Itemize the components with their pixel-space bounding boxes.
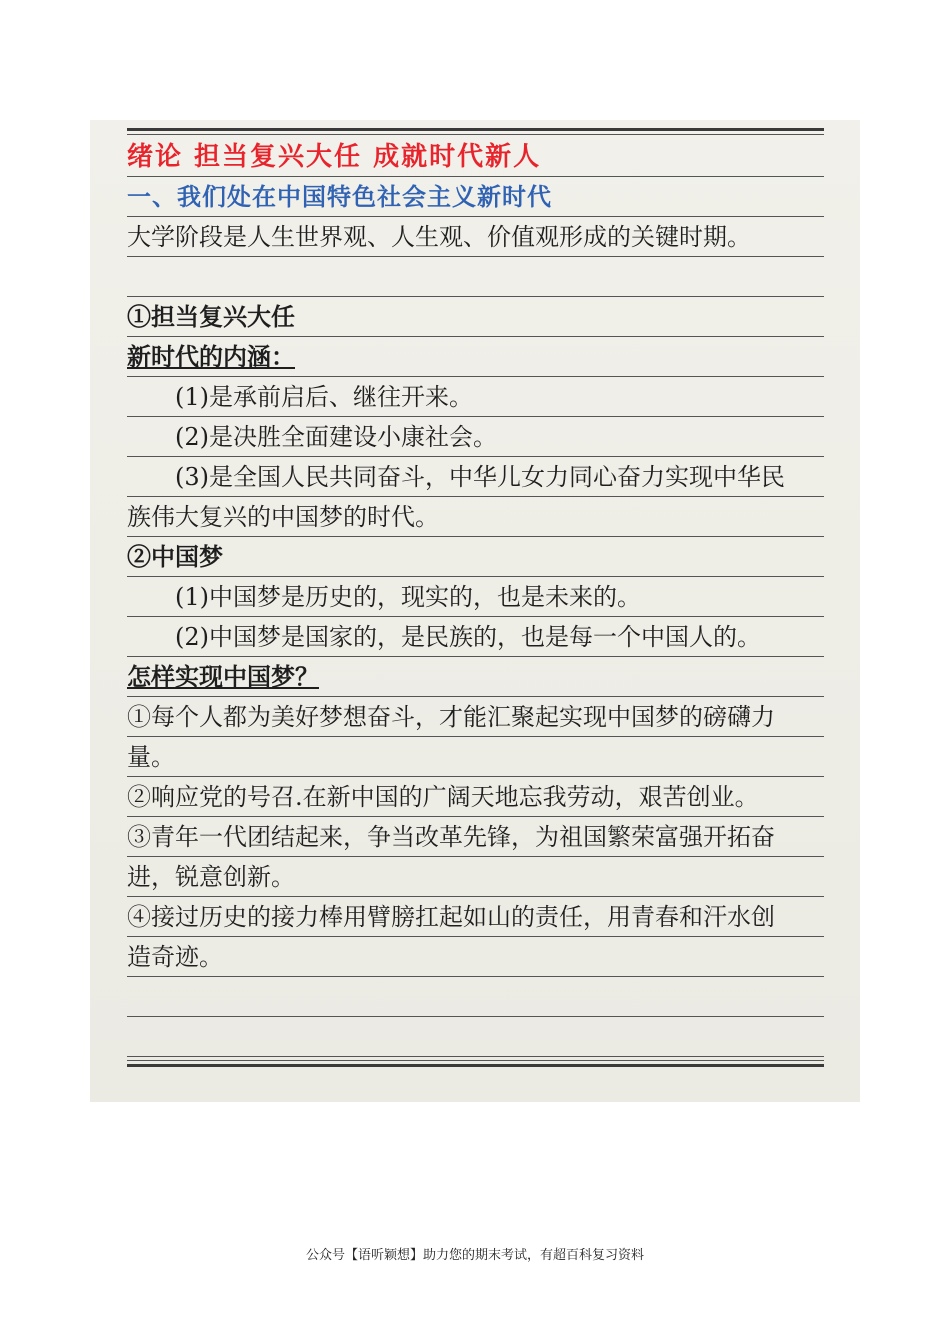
section-heading: 一、我们处在中国特色社会主义新时代	[127, 177, 824, 217]
bottom-rule-thin	[127, 1060, 824, 1061]
list-item-continued: 族伟大复兴的中国梦的时代。	[127, 497, 824, 537]
answer-item: 进，锐意创新。	[127, 857, 824, 897]
answer-item: ②响应党的号召.在新中国的广阔天地忘我劳动，艰苦创业。	[127, 777, 824, 817]
page-title: 绪论 担当复兴大任 成就时代新人	[127, 137, 824, 177]
answer-item: ①每个人都为美好梦想奋斗，才能汇聚起实现中国梦的磅礴力	[127, 697, 824, 737]
list-item: (3)是全国人民共同奋斗，中华儿女力同心奋力实现中华民	[127, 457, 824, 497]
list-item: (2)是决胜全面建设小康社会。	[127, 417, 824, 457]
top-rule-thin	[127, 134, 824, 135]
list-item: (2)中国梦是国家的，是民族的，也是每一个中国人的。	[127, 617, 824, 657]
footer-note: 公众号【语听颖想】助力您的期末考试，有超百科复习资料	[305, 1248, 644, 1263]
answer-item: ③青年一代团结起来，争当改革先锋，为祖国繁荣富强开拓奋	[127, 817, 824, 857]
intro-text: 大学阶段是人生世界观、人生观、价值观形成的关键时期。	[127, 217, 824, 257]
notebook-page	[90, 120, 860, 1102]
top-rule	[127, 128, 824, 131]
blank-line	[127, 257, 824, 297]
answer-item: 造奇迹。	[127, 937, 824, 977]
heading-1-sub: 新时代的内涵：	[127, 337, 824, 377]
blank-line	[127, 977, 824, 1017]
blank-line	[127, 1017, 824, 1057]
list-item: (1)中国梦是历史的，现实的，也是未来的。	[127, 577, 824, 617]
answer-item: 量。	[127, 737, 824, 777]
question-heading: 怎样实现中国梦？	[127, 657, 824, 697]
list-item: (1)是承前启后、继往开来。	[127, 377, 824, 417]
bottom-rule	[127, 1064, 824, 1067]
answer-item: ④接过历史的接力棒用臂膀扛起如山的责任，用青春和汗水创	[127, 897, 824, 937]
heading-1: ①担当复兴大任	[127, 297, 824, 337]
heading-2: ②中国梦	[127, 537, 824, 577]
